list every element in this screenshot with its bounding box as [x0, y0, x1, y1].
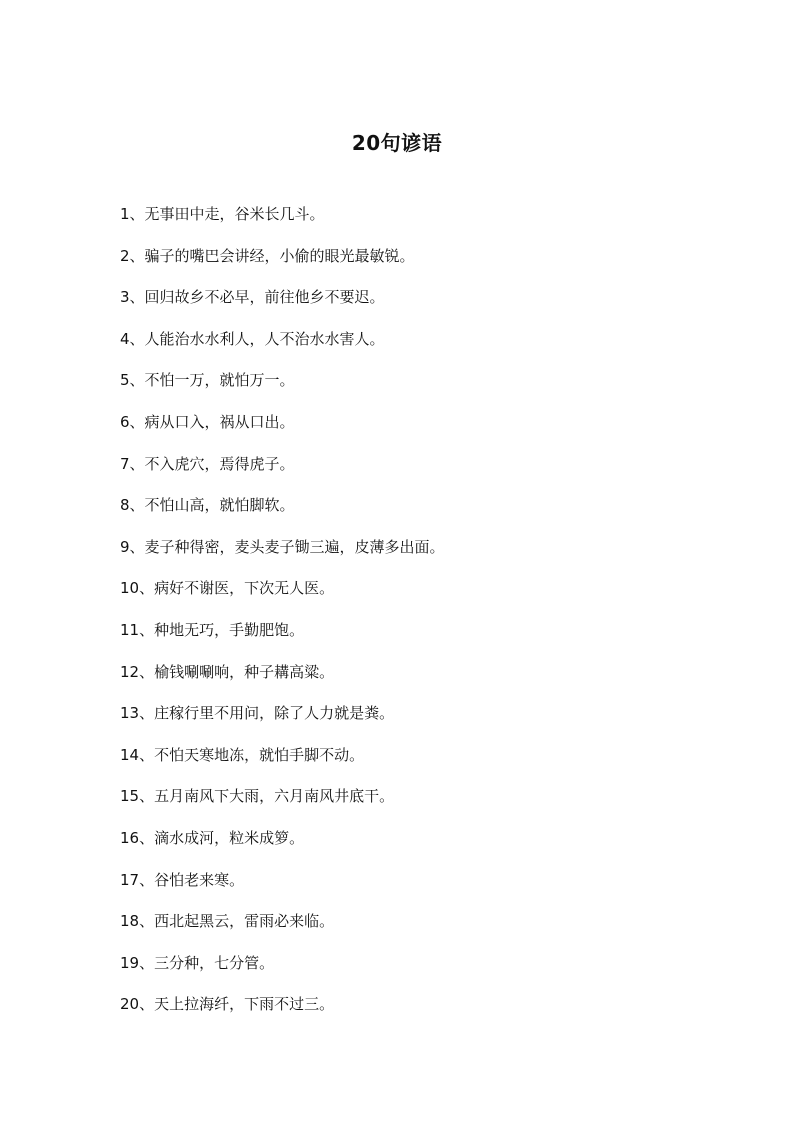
proverb-item: 8、不怕山高，就怕脚软。 — [120, 496, 295, 515]
proverb-item: 2、骗子的嘴巴会讲经，小偷的眼光最敏锐。 — [120, 246, 415, 265]
proverb-item: 14、不怕天寒地冻，就怕手脚不动。 — [120, 745, 365, 764]
proverb-item: 15、五月南风下大雨，六月南风井底干。 — [120, 787, 395, 806]
proverb-item: 13、庄稼行里不用问，除了人力就是粪。 — [120, 704, 395, 723]
proverb-item: 10、病好不谢医，下次无人医。 — [120, 579, 335, 598]
proverb-item: 16、滴水成河，粒米成箩。 — [120, 828, 305, 847]
proverb-item: 4、人能治水水利人，人不治水水害人。 — [120, 329, 385, 348]
proverb-item: 6、病从口入，祸从口出。 — [120, 412, 295, 431]
document-title: 20句谚语 — [351, 131, 443, 155]
proverb-item: 5、不怕一万，就怕万一。 — [120, 371, 295, 390]
proverb-item: 3、回归故乡不必早，前往他乡不要迟。 — [120, 288, 385, 307]
proverb-item: 12、榆钱唰唰响，种子耩高粱。 — [120, 662, 335, 681]
proverb-item: 18、西北起黑云，雷雨必来临。 — [120, 912, 335, 931]
proverb-item: 20、天上拉海纤，下雨不过三。 — [120, 995, 335, 1014]
proverb-item: 17、谷怕老来寒。 — [120, 870, 245, 889]
proverb-item: 1、无事田中走，谷米长几斗。 — [120, 205, 325, 223]
proverb-item: 9、麦子种得密，麦头麦子锄三遍，皮薄多出面。 — [120, 537, 445, 556]
proverb-item: 7、不入虎穴，焉得虎子。 — [120, 454, 295, 473]
proverb-item: 19、三分种，七分管。 — [120, 953, 275, 972]
proverb-item: 11、种地无巧，手勤肥饱。 — [120, 620, 305, 639]
proverb-list — [120, 199, 720, 1031]
